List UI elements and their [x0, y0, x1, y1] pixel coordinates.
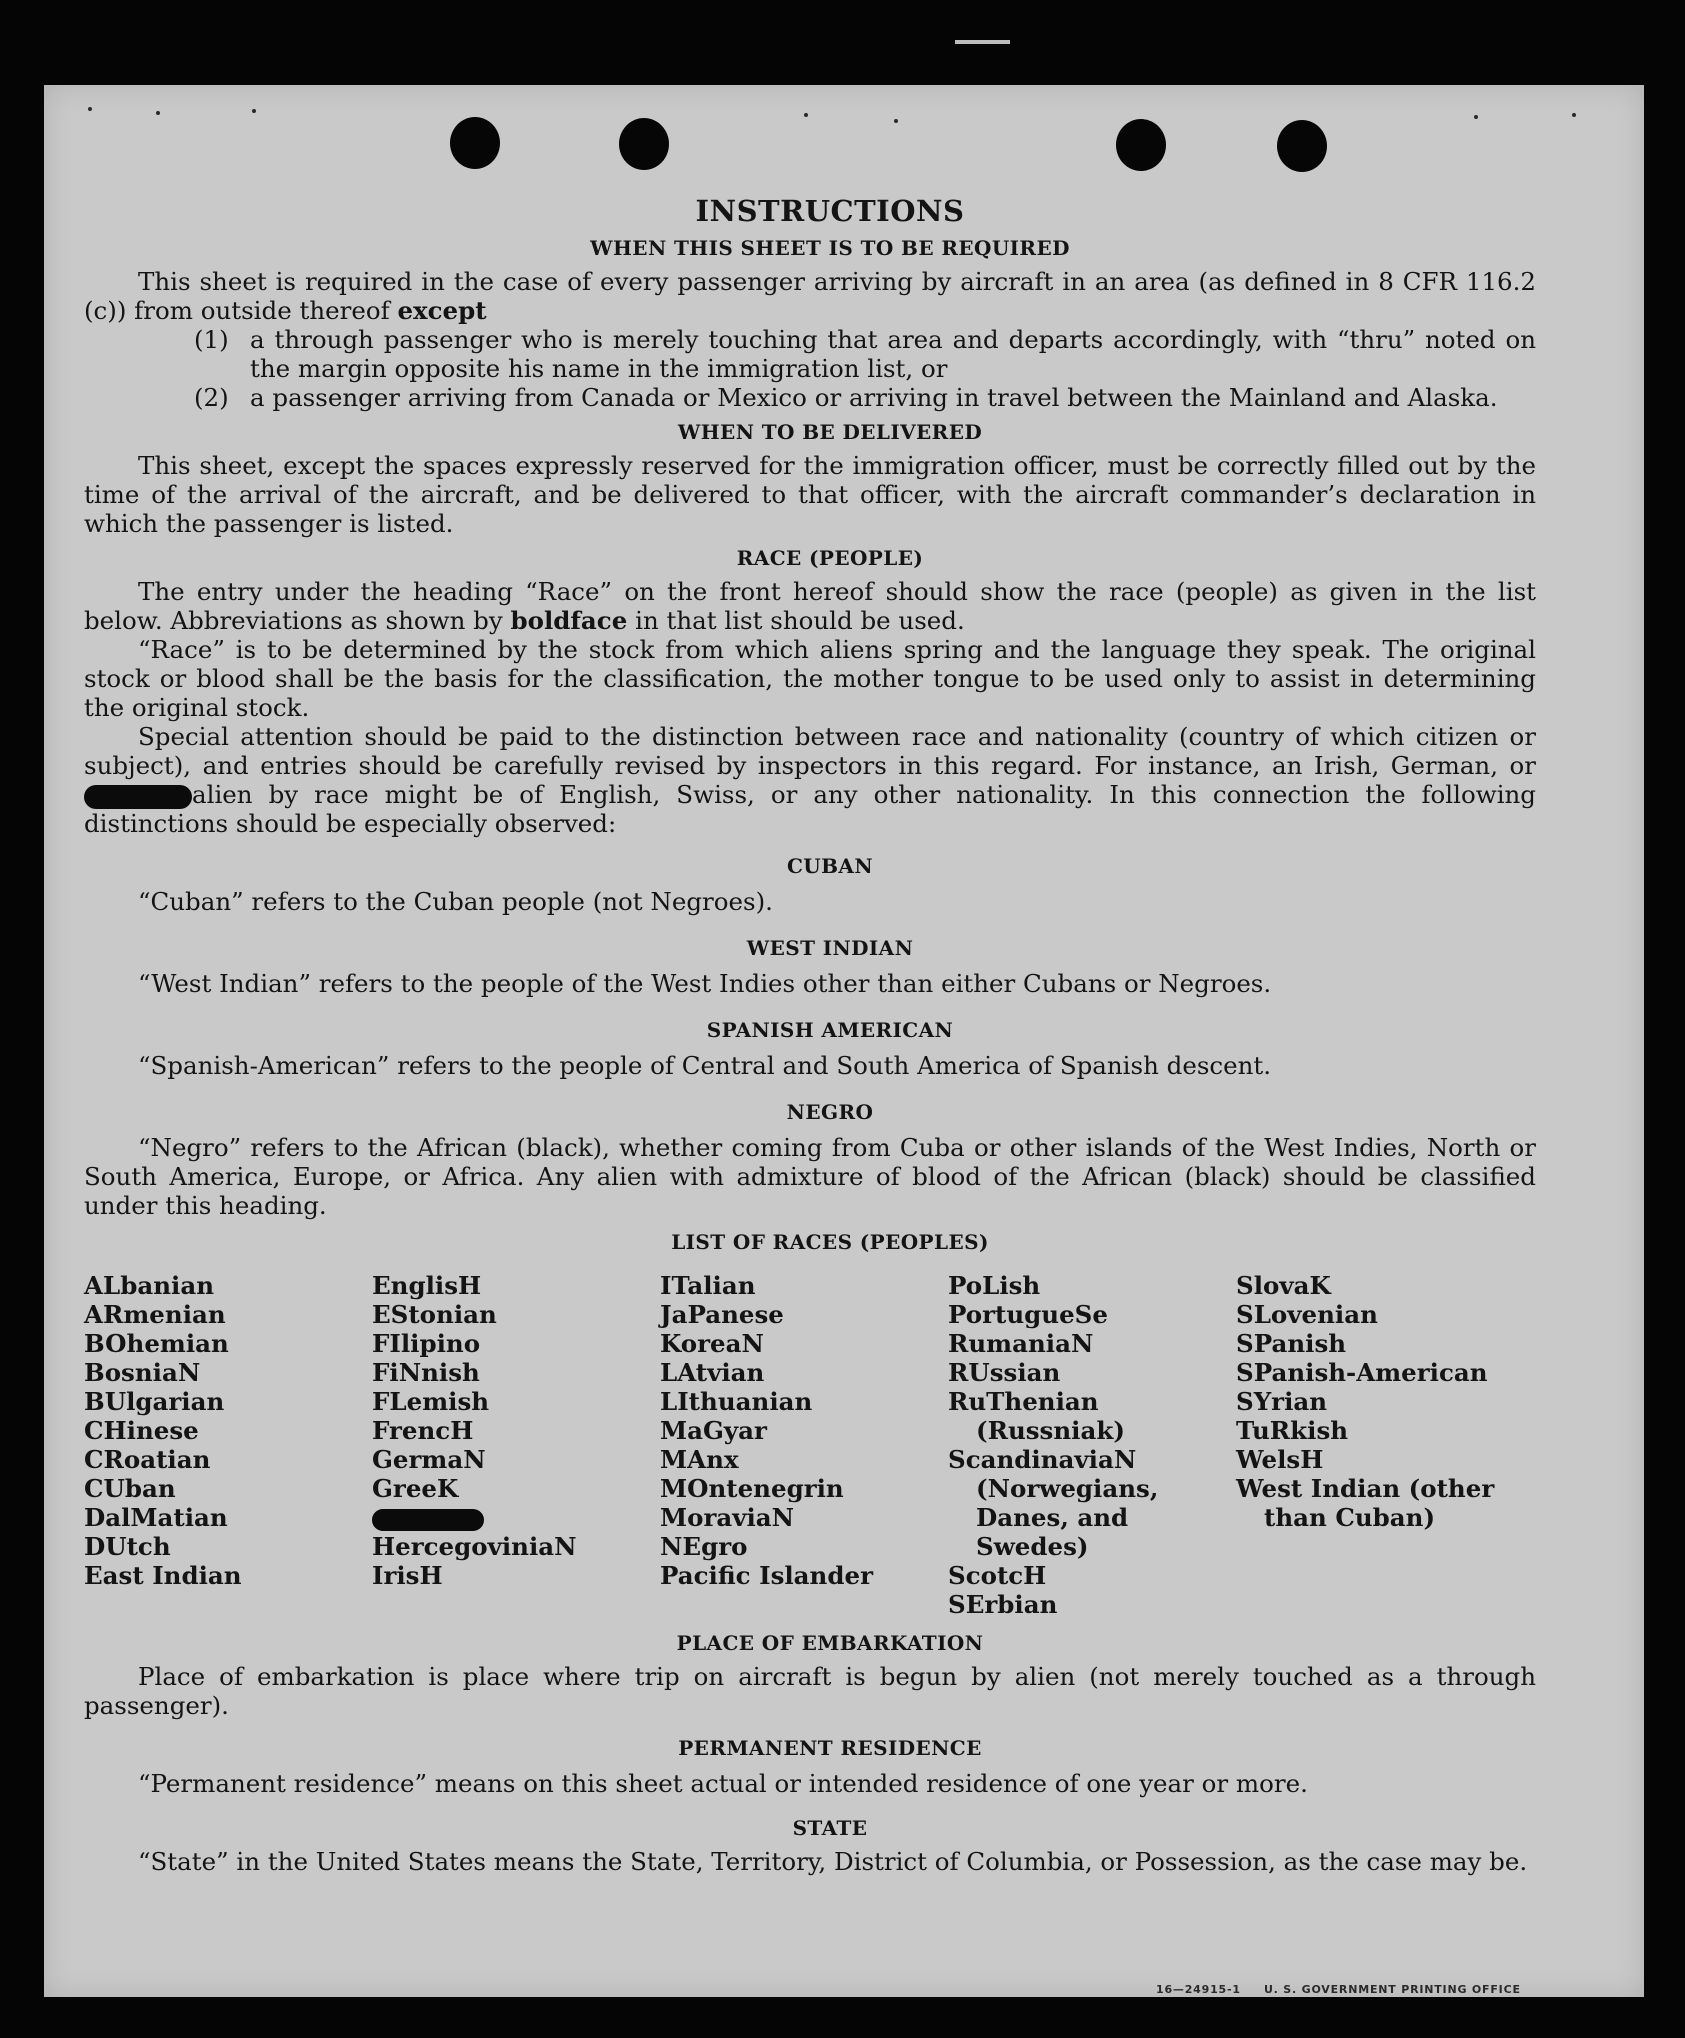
race-entry: JaPanese — [660, 1300, 784, 1329]
footer-print-code — [1156, 1983, 1521, 1996]
race-entry: FiNnish — [372, 1358, 480, 1387]
embarkation-text: Place of embarkation is place where trip on aircraft is begun by alien (not merely touched as a through passenger). — [84, 1662, 1536, 1720]
race-entry: MaGyar — [660, 1416, 767, 1445]
race-paragraph-1 — [84, 577, 1536, 635]
race-entry: NEgro — [660, 1532, 748, 1561]
punch-hole — [450, 117, 500, 169]
race-entry: KoreaN — [660, 1329, 764, 1358]
race-p1-start: The entry under the heading “Race” on the front hereof should show the race (people) as given in the list below. Abbreviations as shown by — [84, 577, 1536, 635]
top-edge-mark — [955, 40, 1010, 44]
race-entry: CHinese — [84, 1416, 199, 1445]
speck — [252, 109, 256, 113]
residence-text: “Permanent residence” means on this sheet actual or intended residence of one year or more. — [138, 1769, 1308, 1798]
race-paragraph-3 — [84, 722, 1536, 838]
speck — [894, 119, 898, 123]
intro-bold: except — [397, 296, 487, 325]
race-entry: MOntenegrin — [660, 1474, 844, 1503]
when-required-intro — [84, 267, 1536, 325]
race-p3-end: alien by race might be of English, Swiss, or any other nationality. In this connection the following distinctions should be especially observed: — [84, 780, 1536, 838]
race-entry: SYrian — [1236, 1387, 1328, 1416]
heading-when-required: WHEN THIS SHEET IS TO BE REQUIRED — [590, 236, 1070, 260]
heading-spanish-american: SPANISH AMERICAN — [706, 1018, 954, 1042]
races-column — [372, 1271, 660, 1619]
heading-negro: NEGRO — [786, 1100, 874, 1124]
speck — [88, 107, 92, 111]
race-paragraph-2: “Race” is to be determined by the stock from which aliens spring and the language they speak. The original stock or blood shall be the basis for the classification, the mother tongue to be used only to assist in determining the original stock. — [84, 635, 1536, 722]
race-entry: Pacific Islander — [660, 1561, 873, 1590]
race-entry: PoLish — [948, 1271, 1041, 1300]
redaction-mark — [84, 785, 192, 809]
race-p3-start: Special attention should be paid to the distinction between race and nationality (country of which citizen or subject), and entries should be carefully revised by inspectors in this regard. For instance, an Irish, German, or — [84, 722, 1536, 780]
races-column — [84, 1271, 372, 1619]
race-entry: SPanish-American — [1236, 1358, 1488, 1387]
printer-name: U. S. GOVERNMENT PRINTING OFFICE — [1263, 1983, 1521, 1996]
race-entry: SlovaK — [1236, 1271, 1331, 1300]
race-entry: CUban — [84, 1474, 176, 1503]
race-entry: DalMatian — [84, 1503, 228, 1532]
item-number: (2) — [194, 383, 229, 412]
race-entry: EStonian — [372, 1300, 497, 1329]
list-item — [194, 383, 1536, 412]
heading-cuban: CUBAN — [786, 854, 874, 878]
punch-hole — [1277, 120, 1327, 172]
heading-race: RACE (PEOPLE) — [736, 546, 924, 570]
race-entry: FrencH — [372, 1416, 474, 1445]
state-text: “State” in the United States means the State, Territory, District of Columbia, or Possession, as the case may be. — [138, 1847, 1528, 1876]
race-entry: SPanish — [1236, 1329, 1347, 1358]
form-number: 16—24915-1 — [1156, 1983, 1241, 1996]
race-entry: BUlgarian — [84, 1387, 225, 1416]
heading-west-indian: WEST INDIAN — [746, 936, 914, 960]
page-title: INSTRUCTIONS — [695, 194, 965, 228]
list-item — [194, 325, 1536, 383]
item-text: a through passenger who is merely touching that area and departs accordingly, with “thru” noted on the margin opposite his name in the immigration list, or — [250, 325, 1536, 383]
race-entry: GermaN — [372, 1445, 486, 1474]
races-column — [660, 1271, 948, 1619]
race-entry: CRoatian — [84, 1445, 211, 1474]
race-entry: West Indian (other than Cuban) — [1236, 1474, 1495, 1532]
instructions-body — [84, 194, 1536, 1876]
heading-when-delivered: WHEN TO BE DELIVERED — [677, 420, 983, 444]
race-entry: FLemish — [372, 1387, 490, 1416]
item-number: (1) — [194, 325, 229, 354]
punch-hole — [1116, 119, 1166, 171]
speck — [1474, 115, 1478, 119]
west-indian-text: “West Indian” refers to the people of the West Indies other than either Cubans or Negroes. — [138, 969, 1272, 998]
race-entry: LIthuanian — [660, 1387, 813, 1416]
race-entry: LAtvian — [660, 1358, 765, 1387]
negro-text: “Negro” refers to the African (black), whether coming from Cuba or other islands of the West Indies, North or South America, Europe, or Africa. Any alien with admixture of blood of the African (black) should be classified under this heading. — [84, 1133, 1536, 1220]
document-page — [44, 85, 1644, 1997]
race-entry: HercegoviniaN — [372, 1532, 577, 1561]
race-entry: TuRkish — [1236, 1416, 1349, 1445]
race-entry: RUssian — [948, 1358, 1061, 1387]
race-entry: ITalian — [660, 1271, 756, 1300]
speck — [1572, 113, 1576, 117]
when-delivered-text: This sheet, except the spaces expressly reserved for the immigration officer, must be correctly filled out by the time of the arrival of the aircraft, and be delivered to that officer, with the aircraft commander’s declaration in which the passenger is listed. — [84, 451, 1536, 538]
races-column — [1236, 1271, 1524, 1619]
race-entry: MAnx — [660, 1445, 739, 1474]
race-entry: PortugueSe — [948, 1300, 1108, 1329]
race-entry: MoraviaN — [660, 1503, 795, 1532]
redaction-mark — [372, 1509, 484, 1531]
cuban-text: “Cuban” refers to the Cuban people (not Negroes). — [138, 887, 773, 916]
race-entry: BosniaN — [84, 1358, 201, 1387]
heading-embarkation: PLACE OF EMBARKATION — [676, 1631, 984, 1655]
spanish-american-text: “Spanish-American” refers to the people of Central and South America of Spanish descent. — [138, 1051, 1272, 1080]
heading-list-of-races: LIST OF RACES (PEOPLES) — [671, 1230, 989, 1254]
race-entry: RumaniaN — [948, 1329, 1094, 1358]
race-entry: SErbian — [948, 1590, 1058, 1619]
race-entry: BOhemian — [84, 1329, 229, 1358]
punch-hole — [619, 118, 669, 170]
races-list — [84, 1271, 1536, 1619]
race-entry: FIlipino — [372, 1329, 481, 1358]
race-entry: IrisH — [372, 1561, 443, 1590]
races-column — [948, 1271, 1236, 1619]
race-entry: ScandinaviaN (Norwegians, Danes, and Swedes) — [948, 1445, 1159, 1561]
race-entry: SLovenian — [1236, 1300, 1378, 1329]
race-p1-end: in that list should be used. — [635, 606, 965, 635]
race-entry: WelsH — [1236, 1445, 1324, 1474]
race-entry: EnglisH — [372, 1271, 482, 1300]
heading-permanent-residence: PERMANENT RESIDENCE — [678, 1736, 982, 1760]
race-entry: ARmenian — [84, 1300, 226, 1329]
race-p1-bold: boldface — [510, 606, 628, 635]
heading-state: STATE — [792, 1816, 868, 1840]
race-entry: ALbanian — [84, 1271, 215, 1300]
race-entry: GreeK — [372, 1474, 459, 1503]
speck — [156, 111, 160, 115]
race-entry: DUtch — [84, 1532, 171, 1561]
item-text: a passenger arriving from Canada or Mexico or arriving in travel between the Mainland and Alaska. — [250, 383, 1498, 412]
race-entry: East Indian — [84, 1561, 242, 1590]
intro-text: This sheet is required in the case of every passenger arriving by aircraft in an area (as defined in 8 CFR 116.2 (c)) from outside thereof — [84, 267, 1536, 325]
race-entry: ScotcH — [948, 1561, 1047, 1590]
speck — [804, 113, 808, 117]
redacted-race-entry — [372, 1503, 660, 1532]
race-entry: RuThenian (Russniak) — [948, 1387, 1125, 1445]
